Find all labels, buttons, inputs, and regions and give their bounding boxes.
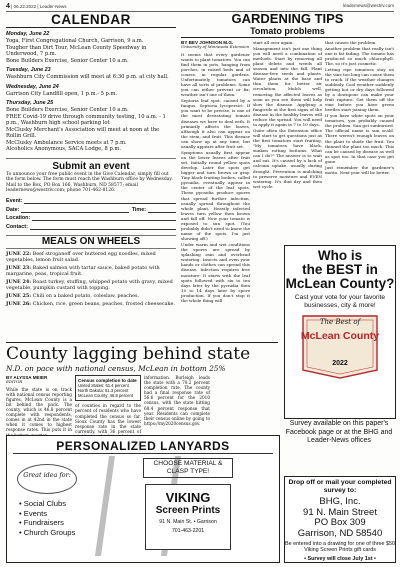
choose-material: CHOOSE MATERIAL & CLASP TYPE! xyxy=(143,458,233,478)
county-byline: BY ALYSSA MEIER xyxy=(6,375,48,380)
location-field[interactable] xyxy=(32,215,176,221)
county-story xyxy=(6,342,278,440)
website: leadernews@westriv.com xyxy=(342,3,394,8)
article-paragraph: Management isn't just one thing you will need a combination of methods. Start by removing all plant debris and weeds all season and into the fall. Plant disease-free seeds and plants. Water plants at the base and thin them for better air circulation. Mulch well, removing the affected leaves as soon as you see them will help slow the disease. Applying a fungicide at the first signs of the disease in the healthy leaves will reduce the spread. You will need to apply it again in 7 to 10 days. xyxy=(253,45,322,128)
drawing-note: Be entered into a drawing for one of three $50 Viking Screen Prints gift cards xyxy=(285,541,395,554)
meal-text: Beef stroganoff over buttered egg noodles, mixed vegetables, lemon fruit salad. xyxy=(6,250,156,263)
page-date: 06.22.2022 xyxy=(13,4,37,9)
event-date: Tuesday, June 23 xyxy=(6,67,51,73)
submit-title: Submit an event xyxy=(52,160,130,172)
article-paragraph: Just remember the gardener's motto. Next year will be better. xyxy=(325,164,394,175)
article-paragraph: Septoria leaf spot, caused by a fungus. Septoria lycopersici. If you want to be precise, is one of the most devastating tomato diseases we have to deal with. It primarily affects the leaves, although it also can appear on the stem, and fruit. This disease can show up at any time, but usually appears after fruit set. xyxy=(181,98,250,149)
event-line: FREE Covid-19 drive through community testing, 10 a.m. - 1 p.m., Washburn high school parking lot xyxy=(6,113,166,126)
event-date: Monday, June 22 xyxy=(6,31,50,37)
census-box: Census completion to date United States: 61.4 percent North Dakota: 61.3 percent McLean County: 46.8 percent xyxy=(75,375,141,401)
calendar-event xyxy=(6,100,176,153)
best-of-ad xyxy=(284,245,396,419)
article-paragraph: Quite often the Extension office will start to get questions just as the first tomatoes start fruiting. "My tomatoes have black, sunken rotting bottoms. What can I do?" The answer is to wait and eat. It's caused by a lack of calcium uptake, usually during drought. Prevention is mulching to preserve moisture and EVEN watering. It's that dry and then wet cycle xyxy=(253,127,322,189)
event-line: Washburn City Commission will meet at 6:30 p.m. at city hall. xyxy=(6,74,169,80)
event-date: Wednesday, June 24 xyxy=(6,83,59,90)
submit-event-box xyxy=(6,158,176,230)
meal-item xyxy=(6,279,176,291)
event-line: Bone Builders Exercise, Senior Center 10 a.m. xyxy=(6,57,129,64)
section-name: Leader-News xyxy=(39,4,67,9)
lanyards-ad xyxy=(6,435,280,563)
article-paragraph: Another problem that really isn't one is fat fading. The tomato has produced so much chlorophyll. The, so it's just cosmetic. xyxy=(325,45,394,66)
form-row-event: Event: xyxy=(6,196,176,205)
dropoff-line-2: 91 N. Main Street xyxy=(303,506,377,518)
form-row-date: Date: Time: xyxy=(6,204,176,213)
meal-text: Chicken, rice, green beans, peaches, frosted cheesecake. xyxy=(32,300,175,307)
article-paragraph: If you have white spots on your tomatoes, you probably caused the problem. Sun got sunburned. The official name is sun scald. There weren't enough leaves on the plant to shade the fruit. You thinned the plant too much. This can be caused by disease as well as spot too. In that case you get gone. xyxy=(325,113,394,164)
great-idea-badge: Great idea for: xyxy=(17,464,77,494)
meals-title: MEALS ON WHEELS xyxy=(6,235,176,249)
meal-text: Baked salmon with tartar sauce, baked potato with margarine, peas, tropical fruit. xyxy=(6,264,160,277)
meal-date: JUNE 23: xyxy=(6,264,32,271)
event-line: Alcoholics Anonymous, SACA Lodge, 8 p.m. xyxy=(6,146,121,152)
viking-logo-card xyxy=(145,484,231,550)
meal-date: JUNE 22: xyxy=(6,250,32,257)
calendar-column xyxy=(6,12,176,307)
list-item: • Events xyxy=(19,509,75,519)
dropoff-title: Drop off or mail your completed survey to: xyxy=(288,479,392,494)
survey-deadline: • Survey will close July 1st • xyxy=(304,555,376,562)
event-date: Thursday, June 25 xyxy=(6,100,54,106)
gardening-affiliation: University of Minnesota Extension xyxy=(181,44,250,50)
event-line: Tougher than Dirt Tour, McLean County Speedway in Underwood, 7 p.m. xyxy=(6,44,147,57)
article-paragraph: start all over again. xyxy=(253,40,294,45)
census-box-title: Census completion to date xyxy=(78,378,137,383)
article-paragraph: Symptoms usually first appear on the lower leaves after fruit set. Initially round yellow spots develop. Later the spots get bigger and turn brown or gray. Tiny black fruiting bodies, called pycnidia, eventually appear in the center of the leaf spots. These pycnidia produce spores that spread further infection, usually spread throughout the whole plant. Heavily infected leaves turn yellow then brown and fall off. Now your tomato is exposed to sun spot. (You probably didn't need to know the name of the spots. I'm just showing off.) xyxy=(181,149,250,242)
page-number: 4 xyxy=(6,3,10,10)
best-of-badge xyxy=(297,314,383,380)
calendar-event xyxy=(6,84,176,98)
county-col-1: BY ALYSSA MEIER EDITOR While the state is on track with national census reporting figures, McLean County is a bit behind the pack. The county, which is 46.8 percent complete with respondents, comes in at 42nd in the state when it comes to highest response rates. This puts it in xyxy=(6,375,72,433)
county-headline: County lagging behind state xyxy=(6,342,278,364)
contact-field[interactable] xyxy=(30,224,176,230)
viking-brand-sub: Screen Prints xyxy=(155,505,221,516)
page-header: 4 | 06.22.2022 | Leader-News leadernews@westriv.com xyxy=(6,3,394,10)
meal-text: Roast turkey, stuffing, whipped potato with gravy, mixed vegetable, pumpkin custard with topping. xyxy=(6,278,173,291)
article-paragraph: Letting ripe tomatoes stay on the vine too long can cause them to crack. If the weather changes suddenly. Cool weather suddenly getting hot or dry days followed by a downpour can make your fruit rupture. Get them off the vine before you have green beetles start joining them. xyxy=(325,66,394,113)
dropoff-box xyxy=(284,476,396,563)
dropoff-line-4: Garrison, ND 58540 xyxy=(297,527,383,539)
gardening-title: GARDENING TIPS xyxy=(231,11,344,26)
calendar-title: CALENDAR xyxy=(6,12,176,28)
gardening-byline: BY BEV JOHNSON M.G. xyxy=(181,40,234,45)
time-field[interactable] xyxy=(148,207,176,213)
lanyards-title: PERSONALIZED LANYARDS xyxy=(13,439,273,454)
form-row-location: Location: xyxy=(6,213,176,222)
list-item: • Social Clubs xyxy=(19,499,75,509)
lanyard-uses-list xyxy=(19,499,75,537)
viking-brand: VIKING xyxy=(165,490,211,505)
list-item: • Church Groups xyxy=(19,528,75,538)
dropoff-line-1: BHG, Inc. xyxy=(319,496,361,507)
county-col-2: Census completion to date United States: 61.4 percent North Dakota: 61.3 percent McLean County: 46.8 percent of counties in regard to the percent of residents who have completed the census so far. Sioux County has the lowest response rate in the state currently, with 36 percent of xyxy=(75,375,141,440)
meal-date: JUNE 25: xyxy=(6,292,32,299)
ad-cast-vote: Cast your vote for your favorite businesses, city & more! xyxy=(294,294,386,309)
submit-form xyxy=(6,196,176,230)
ad-line-2: the BEST in xyxy=(302,262,378,277)
badge-top: The Best of xyxy=(319,318,361,326)
submit-instructions: To announce your free public event in the Give Calendar, simply fill out the form below. The form must reach the Washburn office by Wednesday. Mail to the Box, PO Box 166, Washburn, ND 58577; email leadernews@westriv.com; phone 701-462-8126. xyxy=(6,171,173,194)
event-field[interactable] xyxy=(24,198,176,204)
article-paragraph: It seems that every gardener wants to plant tomatoes. You can find them in pots, hanging from porches, in raised beds and of course, in regular gardens. Unfortunately tomatoes can have all sorts of problems. Some you can either prevent or fix; weather isn't one of them. xyxy=(181,51,250,98)
meal-item xyxy=(6,293,176,299)
meals-on-wheels xyxy=(6,235,176,307)
ad-line-3: McLean County? xyxy=(285,276,395,291)
meal-text: Chili on a baked potato, coleslaw, peaches. xyxy=(32,292,140,299)
event-line: McClusky Ambulance Service meets at 7 p.m. xyxy=(6,139,127,146)
meal-item xyxy=(6,301,176,307)
meal-date: JUNE 24: xyxy=(6,278,32,285)
survey-note: Survey available on this paper's Facebook page or at the BHG and Leader-News offices xyxy=(285,420,393,445)
calendar-event xyxy=(6,67,176,81)
ad-line-1: Who is xyxy=(317,248,363,263)
county-col-3: information. Burleigh leads the state with a 70.2 percent completion rate. The county had a final response rate of 56.6 percent for the 2010 census, with the state hitting 68.4 percent response that year. Residents can complete their census online by going to https://my2020census.gov. xyxy=(144,375,210,426)
meal-date: JUNE 26: xyxy=(6,300,32,307)
event-line: Yoga, First Congregational Church, Garrison, 9 a.m. xyxy=(6,38,144,44)
county-role: EDITOR xyxy=(6,379,23,385)
badge-year: 2022 xyxy=(332,360,348,367)
county-columns xyxy=(6,375,278,440)
calendar-events xyxy=(6,31,176,153)
event-line: McClusky Merchant's Association will meet at noon at the Rollin Grill. xyxy=(6,126,160,139)
article-paragraph: that causes the problem. xyxy=(325,40,377,45)
event-line: Bone Builders Exercise, Senior Center 10 a.m. xyxy=(6,107,129,113)
meals-list xyxy=(6,251,176,307)
viking-address: 91 N. Main St. • Garrison xyxy=(159,519,217,525)
event-line: Garrison City Landfill open, 1 p.m.- 5 p.m. xyxy=(6,90,118,97)
gardening-subtitle: Tomato problems xyxy=(181,26,394,38)
dropoff-line-3: PO Box 309 xyxy=(314,517,366,528)
date-field[interactable] xyxy=(21,207,128,213)
badge-county: McLean County xyxy=(300,330,380,342)
form-row-contact: Contact: xyxy=(6,221,176,230)
county-dek: N.D. on pace with national census, McLean in bottom 25% xyxy=(6,364,226,373)
article-paragraph: Under warm and wet conditions the spores are spread by splashing rain and overhead watering. Insects and even your hands or clothes can spread this disease. Infection requires free moisture. It starts with the leaf spots followed with six to ten days later by the pycnidia then 10 to 14 days later by spore production. If you don't stop it the whole thing will xyxy=(181,241,250,303)
meal-item xyxy=(6,265,176,277)
meal-item xyxy=(6,251,176,263)
gardening-col-1 xyxy=(181,40,250,304)
viking-phone: 701-463-2201 xyxy=(171,528,205,535)
list-item: • Fundraisers xyxy=(19,518,75,528)
calendar-event xyxy=(6,31,176,64)
